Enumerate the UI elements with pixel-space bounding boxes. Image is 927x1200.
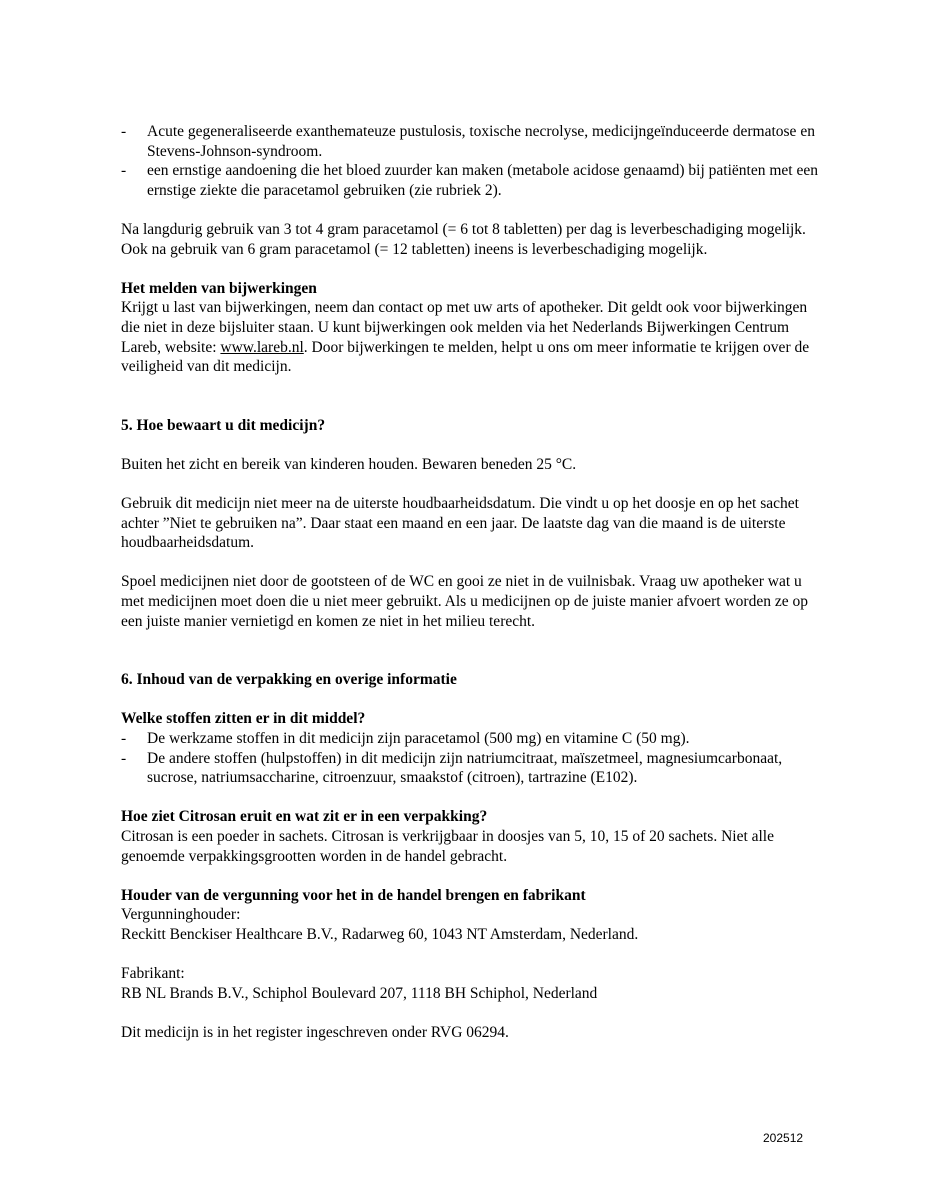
document-code: 202512: [763, 1131, 804, 1145]
list-item: - De andere stoffen (hulpstoffen) in dit medicijn zijn natriumcitraat, maïszetmeel, magnesiumcarbonaat, sucrose, natriumsaccharine, citroenzuur, smaakstof (citroen), tartrazine (E102).: [121, 749, 821, 788]
section-6-heading: 6. Inhoud van de verpakking en overige informatie: [121, 671, 457, 689]
leaflet-content: [121, 122, 821, 1043]
registration-text: Dit medicijn is in het register ingeschreven onder RVG 06294.: [121, 1023, 509, 1041]
section-6: [121, 670, 821, 1042]
holder-label: Vergunninghouder:: [121, 906, 241, 924]
appearance-heading: Hoe ziet Citrosan eruit en wat zit er in een verpakking?: [121, 808, 488, 826]
lareb-link[interactable]: www.lareb.nl: [220, 338, 304, 356]
side-effects-list: [121, 122, 821, 200]
reporting-text: [121, 298, 821, 376]
reporting-heading: Het melden van bijwerkingen: [121, 279, 317, 297]
reporting-section: [121, 279, 821, 377]
storage-paragraph: Buiten het zicht en bereik van kinderen houden. Bewaren beneden 25 °C.: [121, 455, 577, 473]
list-item: - De werkzame stoffen in dit medicijn zijn paracetamol (500 mg) en vitamine C (50 mg).: [121, 729, 821, 749]
manufacturer-value: RB NL Brands B.V., Schiphol Boulevard 207, 1118 BH Schiphol, Nederland: [121, 984, 598, 1002]
ingredients-list: [121, 729, 821, 788]
section-5: [121, 416, 821, 632]
section-5-heading: 5. Hoe bewaart u dit medicijn?: [121, 416, 326, 434]
disposal-paragraph: Spoel medicijnen niet door de gootsteen of de WC en gooi ze niet in de vuilnisbak. Vraag uw apotheker wat u met medicijnen moet doen die u niet meer gebruikt. Als u medicijnen op de juiste manier afvoert worden ze op een juiste manier vernietigd en komen ze niet in het milieu terecht.: [121, 573, 808, 630]
list-item: - een ernstige aandoening die het bloed zuurder kan maken (metabole acidose genaamd) bij patiënten met een ernstige ziekte die paracetamol gebruiken (zie rubriek 2).: [121, 161, 821, 200]
holder-value: Reckitt Benckiser Healthcare B.V., Radarweg 60, 1043 NT Amsterdam, Nederland.: [121, 925, 639, 943]
expiry-paragraph: Gebruik dit medicijn niet meer na de uiterste houdbaarheidsdatum. Die vindt u op het doosje en op het sachet achter ”Niet te gebruiken na”. Daar staat een maand en een jaar. De laatste dag van die maand is de uiterste houdbaarheidsdatum.: [121, 495, 799, 552]
reporting-text-end: . Door bijwerkingen te melden, helpt u ons om meer informatie te krijgen over de veiligheid van dit medicijn.: [121, 338, 810, 376]
manufacturer-label: Fabrikant:: [121, 965, 185, 983]
list-item: - Acute gegeneraliseerde exanthemateuze pustulosis, toxische necrolyse, medicijngeïnduceerde dermatose en Stevens-Johnson-syndroom.: [121, 122, 821, 161]
holder-heading: Houder van de vergunning voor het in de handel brengen en fabrikant: [121, 886, 586, 904]
appearance-text: Citrosan is een poeder in sachets. Citrosan is verkrijgbaar in doosjes van 5, 10, 15 of 20 sachets. Niet alle genoemde verpakkingsgrootten worden in de handel gebracht.: [121, 828, 774, 865]
liver-damage-paragraph: Na langdurig gebruik van 3 tot 4 gram paracetamol (= 6 tot 8 tabletten) per dag is leverbeschadiging mogelijk. Ook na gebruik van 6 gram paracetamol (= 12 tabletten) ineens is leverbeschadiging mogelijk.: [121, 220, 806, 258]
reporting-text-start: Krijgt u last van bijwerkingen, neem dan contact op met uw arts of apotheker. Dit geldt ook voor bijwerkingen die niet in deze bijsluiter staan. U kunt bijwerkingen ook melden via het Nederlands Bijwerkingen Centrum Lareb, website:: [121, 299, 808, 356]
ingredients-heading: Welke stoffen zitten er in dit middel?: [121, 710, 366, 728]
